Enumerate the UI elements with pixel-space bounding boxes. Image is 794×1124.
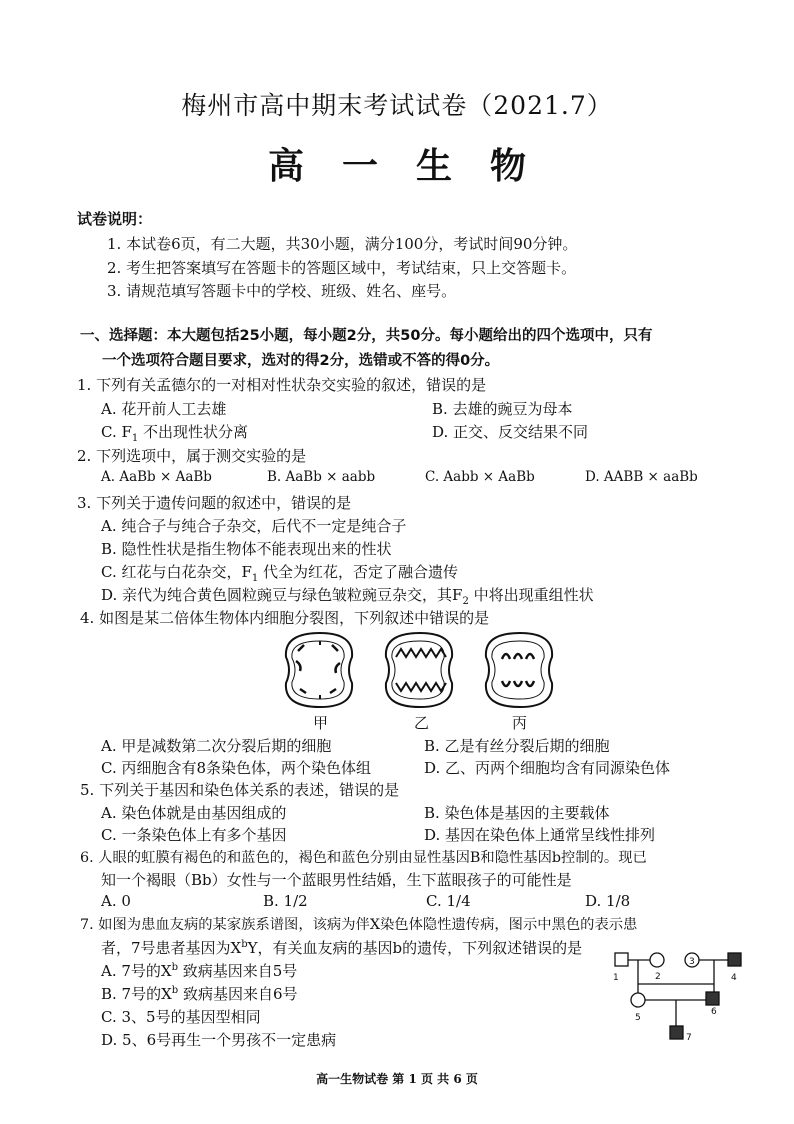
q2-option-b: B. AaBb × aabb xyxy=(267,469,376,485)
q1-option-d: D. 正交、反交结果不同 xyxy=(432,423,589,441)
cell-label-yi: 乙 xyxy=(414,714,430,732)
q6-option-a: A. 0 xyxy=(101,892,131,910)
cell-division-figure xyxy=(280,627,560,713)
pedigree-male-affected xyxy=(706,992,719,1005)
q1-option-c: C. $F_1$ 不出现性状分离 xyxy=(101,423,249,444)
cell-bing xyxy=(486,633,552,707)
cell-yi xyxy=(386,633,452,707)
cell-jia xyxy=(286,633,352,707)
cell-label-bing: 丙 xyxy=(512,714,528,732)
q2-stem: 2. 下列选项中，属于测交实验的是 xyxy=(77,447,307,465)
pedigree-label: 2 xyxy=(655,972,661,982)
q7-option-b: B. 7号的$X^b$ 致病基因来自6号 xyxy=(101,985,298,1003)
page-footer: 高一生物试卷 第 1 页 共 6 页 xyxy=(316,1072,478,1086)
pedigree-label: 7 xyxy=(686,1033,692,1043)
pedigree-label: 3 xyxy=(689,957,695,967)
pedigree-label: 6 xyxy=(711,1007,717,1017)
instruction-item: 1. 本试卷6页，有二大题，共30小题，满分100分，考试时间90分钟。 xyxy=(107,235,578,253)
exam-title: 梅州市高中期末考试试卷（2021.7） xyxy=(181,91,613,120)
q3-option-d: D. 亲代为纯合黄色圆粒豌豆与绿色皱粒豌豆杂交，其$F_2$ 中将出现重组性状 xyxy=(101,586,594,607)
pedigree-label: 5 xyxy=(635,1013,641,1023)
q4-option-c: C. 丙细胞含有8条染色体，两个染色体组 xyxy=(101,759,372,777)
q2-option-a: A. AaBb × AaBb xyxy=(101,469,212,485)
pedigree-male-normal xyxy=(615,953,628,966)
pedigree-female-normal xyxy=(631,993,645,1007)
q2-option-c: C. Aabb × AaBb xyxy=(425,469,535,485)
section-heading-cont: 一个选项符合题目要求，选对的得2分，选错或不答的得0分。 xyxy=(102,353,500,369)
q5-option-c: C. 一条染色体上有多个基因 xyxy=(101,826,287,844)
q3-option-a: A. 纯合子与纯合子杂交，后代不一定是纯合子 xyxy=(101,517,407,535)
q1-option-a: A. 花开前人工去雄 xyxy=(101,400,227,418)
q5-option-b: B. 染色体是基因的主要载体 xyxy=(424,804,610,822)
pedigree-female-normal xyxy=(650,953,664,967)
q4-option-b: B. 乙是有丝分裂后期的细胞 xyxy=(424,737,610,755)
q3-option-c: C. 红花与白花杂交，$F_1$ 代全为红花，否定了融合遗传 xyxy=(101,563,459,584)
q6-stem-line1: 6. 人眼的虹膜有褐色的和蓝色的，褐色和蓝色分别由显性基因B和隐性基因b控制的。现已 xyxy=(80,850,647,866)
q4-stem: 4. 如图是某二倍体生物体内细胞分裂图，下列叙述中错误的是 xyxy=(80,609,490,627)
q3-option-b: B. 隐性性状是指生物体不能表现出来的性状 xyxy=(101,540,392,558)
q4-option-a: A. 甲是减数第二次分裂后期的细胞 xyxy=(101,737,332,755)
q7-stem-line2: 者，7号患者基因为$X^bY$，有关血友病的基因b的遗传，下列叙述错误的是 xyxy=(101,939,583,957)
subject-title: 高一生物 xyxy=(267,145,564,187)
q7-stem-line1: 7. 如图为患血友病的某家族系谱图，该病为伴X染色体隐性遗传病，图示中黑色的表示患 xyxy=(80,917,638,933)
q1-option-b: B. 去雄的豌豆为母本 xyxy=(432,400,573,418)
pedigree-chart xyxy=(600,948,750,1068)
q6-option-c: C. 1/4 xyxy=(426,892,471,910)
q7-option-d: D. 5、6号再生一个男孩不一定患病 xyxy=(101,1031,337,1049)
pedigree-label: 1 xyxy=(613,973,619,983)
section-heading: 一、选择题：本大题包括25小题，每小题2分，共50分。每小题给出的四个选项中，只有 xyxy=(80,328,653,344)
pedigree-male-affected xyxy=(728,953,741,966)
instruction-item: 2. 考生把答案填写在答题卡的答题区域中，考试结束，只上交答题卡。 xyxy=(107,259,577,277)
instructions-heading: 试卷说明： xyxy=(77,210,153,228)
q5-option-a: A. 染色体就是由基因组成的 xyxy=(101,804,287,822)
pedigree-male-affected xyxy=(670,1026,683,1039)
q6-option-b: B. 1/2 xyxy=(263,892,308,910)
q4-option-d: D. 乙、丙两个细胞均含有同源染色体 xyxy=(424,759,671,777)
q7-option-a: A. 7号的$X^b$ 致病基因来自5号 xyxy=(101,962,298,980)
q3-stem: 3. 下列关于遗传问题的叙述中，错误的是 xyxy=(77,494,352,512)
q5-option-d: D. 基因在染色体上通常呈线性排列 xyxy=(424,826,656,844)
q5-stem: 5. 下列关于基因和染色体关系的表述，错误的是 xyxy=(80,781,400,799)
q7-option-c: C. 3、5号的基因型相同 xyxy=(101,1008,261,1026)
q1-stem: 1. 下列有关孟德尔的一对相对性状杂交实验的叙述，错误的是 xyxy=(77,376,487,394)
cell-label-jia: 甲 xyxy=(313,714,329,732)
q6-option-d: D. 1/8 xyxy=(585,892,631,910)
pedigree-label: 4 xyxy=(731,973,737,983)
q6-stem-line2: 知一个褐眼（Bb）女性与一个蓝眼男性结婚，生下蓝眼孩子的可能性是 xyxy=(101,871,572,889)
q2-option-d: D. AABB × aaBb xyxy=(585,469,698,485)
instruction-item: 3. 请规范填写答题卡中的学校、班级、姓名、座号。 xyxy=(107,282,457,300)
